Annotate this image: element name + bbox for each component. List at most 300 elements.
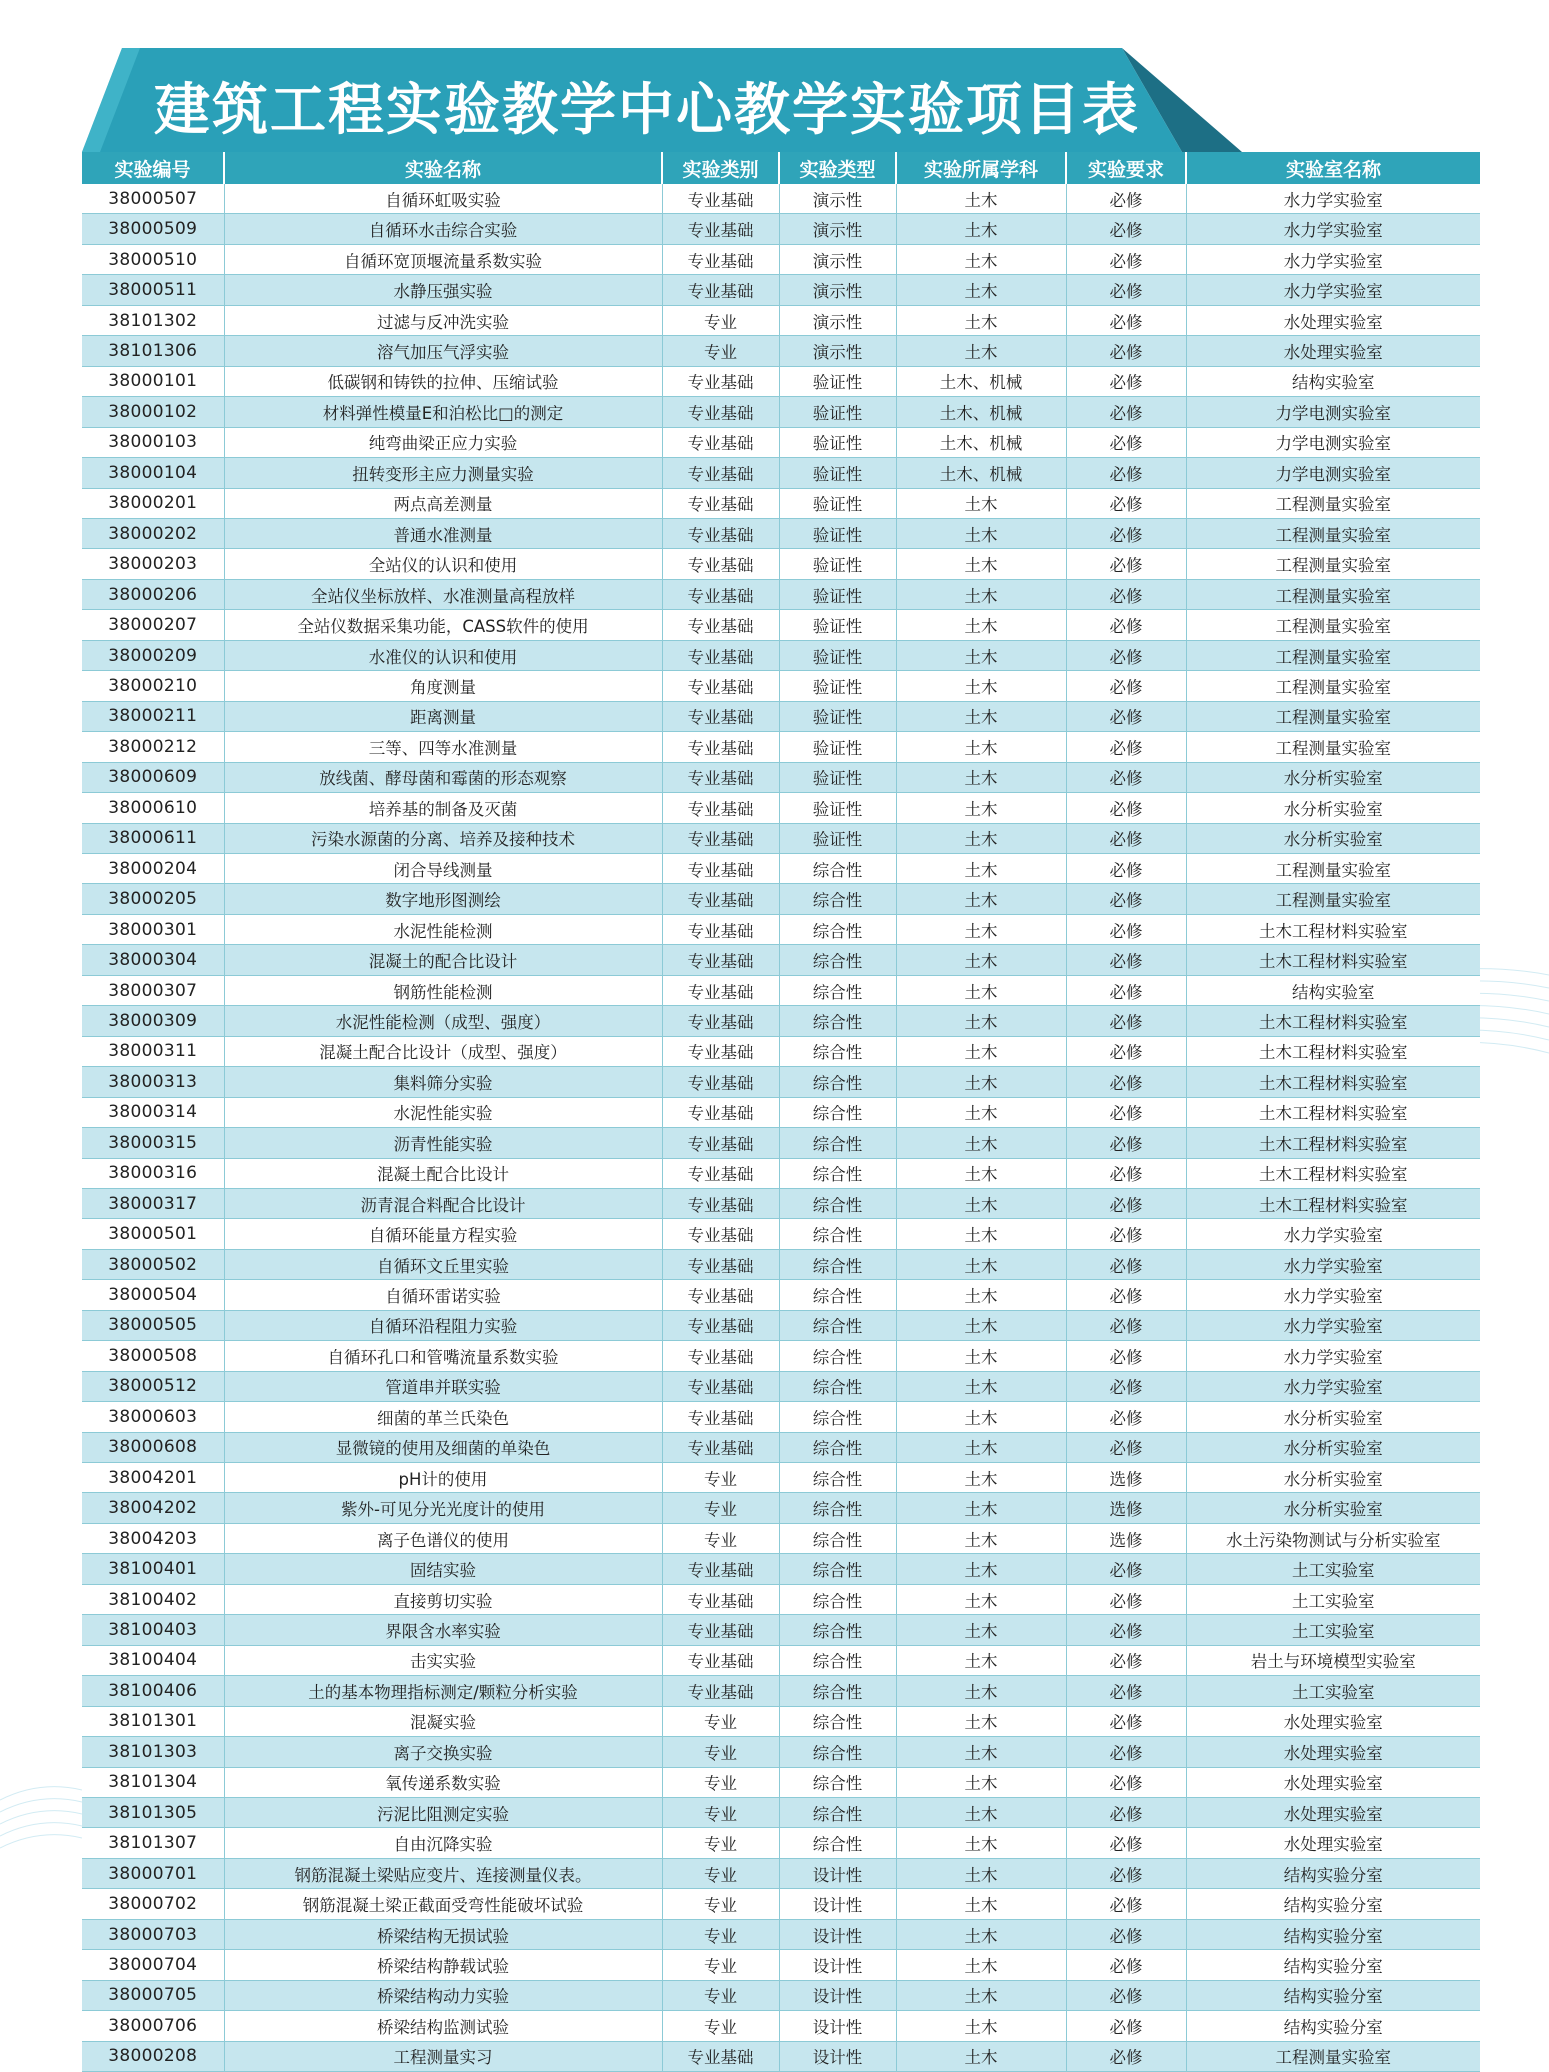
cell-type: 综合性 [779, 1158, 896, 1188]
cell-discipline: 土木 [896, 1980, 1066, 2010]
column-header-discipline: 实验所属学科 [896, 152, 1066, 184]
cell-type: 综合性 [779, 1706, 896, 1736]
cell-type: 综合性 [779, 1767, 896, 1797]
cell-discipline: 土木 [896, 1615, 1066, 1645]
cell-requirement: 必修 [1066, 427, 1186, 457]
cell-experiment-name: 混凝土的配合比设计 [224, 945, 662, 975]
cell-category: 专业基础 [662, 701, 779, 731]
cell-lab-name: 岩土与环境模型实验室 [1186, 1645, 1480, 1675]
cell-experiment-name: 自循环孔口和管嘴流量系数实验 [224, 1341, 662, 1371]
cell-category: 专业 [662, 1858, 779, 1888]
cell-category: 专业基础 [662, 762, 779, 792]
table-header-row [82, 152, 1480, 184]
cell-requirement: 必修 [1066, 579, 1186, 609]
cell-requirement: 必修 [1066, 1584, 1186, 1614]
cell-experiment-id: 38000705 [82, 1980, 224, 2010]
cell-experiment-id: 38000703 [82, 1919, 224, 1949]
cell-type: 综合性 [779, 884, 896, 914]
cell-experiment-name: 两点高差测量 [224, 488, 662, 518]
cell-discipline: 土木 [896, 671, 1066, 701]
table-row [82, 1828, 1480, 1858]
cell-experiment-name: 污泥比阻测定实验 [224, 1798, 662, 1828]
table-row [82, 1371, 1480, 1401]
cell-experiment-id: 38000509 [82, 214, 224, 244]
table-row [82, 884, 1480, 914]
table-row [82, 793, 1480, 823]
cell-type: 综合性 [779, 1280, 896, 1310]
table-row [82, 762, 1480, 792]
cell-experiment-id: 38000309 [82, 1006, 224, 1036]
table-row [82, 1402, 1480, 1432]
cell-category: 专业基础 [662, 1249, 779, 1279]
cell-type: 设计性 [779, 1980, 896, 2010]
cell-experiment-name: 材料弹性模量E和泊松比□的测定 [224, 397, 662, 427]
cell-category: 专业基础 [662, 2041, 779, 2071]
cell-discipline: 土木、机械 [896, 427, 1066, 457]
cell-lab-name: 水土污染物测试与分析实验室 [1186, 1523, 1480, 1553]
cell-experiment-name: 水泥性能实验 [224, 1097, 662, 1127]
table-row [82, 1919, 1480, 1949]
cell-experiment-id: 38000102 [82, 397, 224, 427]
cell-type: 演示性 [779, 214, 896, 244]
cell-experiment-id: 38000205 [82, 884, 224, 914]
cell-experiment-id: 38000202 [82, 518, 224, 548]
cell-lab-name: 工程测量实验室 [1186, 2041, 1480, 2071]
cell-requirement: 必修 [1066, 549, 1186, 579]
cell-category: 专业基础 [662, 1615, 779, 1645]
cell-experiment-name: 自由沉降实验 [224, 1828, 662, 1858]
cell-discipline: 土木 [896, 884, 1066, 914]
cell-category: 专业基础 [662, 975, 779, 1005]
experiment-table [82, 152, 1480, 2072]
cell-category: 专业基础 [662, 1371, 779, 1401]
cell-experiment-id: 38000314 [82, 1097, 224, 1127]
cell-experiment-name: 土的基本物理指标测定/颗粒分析实验 [224, 1676, 662, 1706]
cell-experiment-name: pH计的使用 [224, 1463, 662, 1493]
cell-discipline: 土木 [896, 1584, 1066, 1614]
cell-lab-name: 结构实验室 [1186, 975, 1480, 1005]
cell-type: 验证性 [779, 488, 896, 518]
cell-experiment-name: 水泥性能检测（成型、强度） [224, 1006, 662, 1036]
cell-category: 专业基础 [662, 1341, 779, 1371]
table-row [82, 853, 1480, 883]
table-row [82, 336, 1480, 366]
cell-requirement: 必修 [1066, 1706, 1186, 1736]
cell-experiment-id: 38000315 [82, 1128, 224, 1158]
cell-discipline: 土木 [896, 1310, 1066, 1340]
cell-requirement: 选修 [1066, 1523, 1186, 1553]
cell-type: 综合性 [779, 1737, 896, 1767]
cell-category: 专业基础 [662, 397, 779, 427]
cell-experiment-id: 38000317 [82, 1188, 224, 1218]
table-row [82, 732, 1480, 762]
cell-lab-name: 水处理实验室 [1186, 1737, 1480, 1767]
cell-experiment-name: 普通水准测量 [224, 518, 662, 548]
cell-discipline: 土木 [896, 640, 1066, 670]
cell-experiment-name: 自循环能量方程实验 [224, 1219, 662, 1249]
cell-requirement: 必修 [1066, 1219, 1186, 1249]
cell-type: 验证性 [779, 640, 896, 670]
cell-type: 综合性 [779, 1067, 896, 1097]
cell-experiment-id: 38004201 [82, 1463, 224, 1493]
cell-type: 综合性 [779, 1584, 896, 1614]
cell-requirement: 必修 [1066, 1310, 1186, 1340]
cell-experiment-id: 38000204 [82, 853, 224, 883]
cell-discipline: 土木 [896, 1737, 1066, 1767]
cell-discipline: 土木 [896, 1128, 1066, 1158]
cell-type: 验证性 [779, 458, 896, 488]
cell-category: 专业基础 [662, 1554, 779, 1584]
cell-type: 演示性 [779, 305, 896, 335]
cell-category: 专业 [662, 1463, 779, 1493]
cell-type: 综合性 [779, 1463, 896, 1493]
cell-discipline: 土木、机械 [896, 458, 1066, 488]
cell-category: 专业 [662, 305, 779, 335]
cell-experiment-id: 38000510 [82, 244, 224, 274]
cell-requirement: 必修 [1066, 1950, 1186, 1980]
cell-experiment-name: 溶气加压气浮实验 [224, 336, 662, 366]
cell-experiment-name: 自循环沿程阻力实验 [224, 1310, 662, 1340]
cell-experiment-name: 低碳钢和铸铁的拉伸、压缩试验 [224, 366, 662, 396]
cell-lab-name: 工程测量实验室 [1186, 853, 1480, 883]
table-row [82, 610, 1480, 640]
cell-lab-name: 水分析实验室 [1186, 823, 1480, 853]
cell-discipline: 土木 [896, 1889, 1066, 1919]
cell-discipline: 土木 [896, 1371, 1066, 1401]
cell-experiment-id: 38000104 [82, 458, 224, 488]
cell-requirement: 必修 [1066, 1858, 1186, 1888]
cell-type: 综合性 [779, 853, 896, 883]
cell-category: 专业基础 [662, 427, 779, 457]
cell-category: 专业 [662, 1889, 779, 1919]
table-row [82, 549, 1480, 579]
cell-requirement: 必修 [1066, 1767, 1186, 1797]
cell-discipline: 土木 [896, 488, 1066, 518]
cell-experiment-id: 38100401 [82, 1554, 224, 1584]
cell-experiment-id: 38000212 [82, 732, 224, 762]
cell-type: 验证性 [779, 701, 896, 731]
cell-experiment-id: 38000103 [82, 427, 224, 457]
cell-discipline: 土木 [896, 275, 1066, 305]
cell-experiment-name: 自循环雷诺实验 [224, 1280, 662, 1310]
cell-experiment-name: 显微镜的使用及细菌的单染色 [224, 1432, 662, 1462]
table-row [82, 1219, 1480, 1249]
table-row [82, 1006, 1480, 1036]
cell-category: 专业 [662, 1950, 779, 1980]
cell-category: 专业基础 [662, 853, 779, 883]
cell-category: 专业 [662, 1737, 779, 1767]
table-row [82, 1676, 1480, 1706]
cell-experiment-id: 38000512 [82, 1371, 224, 1401]
cell-requirement: 必修 [1066, 1980, 1186, 2010]
cell-experiment-id: 38000608 [82, 1432, 224, 1462]
cell-discipline: 土木 [896, 1463, 1066, 1493]
cell-experiment-name: 污染水源菌的分离、培养及接种技术 [224, 823, 662, 853]
cell-discipline: 土木 [896, 1798, 1066, 1828]
cell-requirement: 必修 [1066, 914, 1186, 944]
cell-discipline: 土木 [896, 2011, 1066, 2041]
cell-requirement: 必修 [1066, 1889, 1186, 1919]
cell-experiment-name: 自循环文丘里实验 [224, 1249, 662, 1279]
cell-type: 验证性 [779, 793, 896, 823]
cell-type: 综合性 [779, 1798, 896, 1828]
cell-type: 验证性 [779, 762, 896, 792]
title-banner [82, 48, 1242, 152]
cell-category: 专业基础 [662, 671, 779, 701]
cell-experiment-name: 全站仪的认识和使用 [224, 549, 662, 579]
cell-type: 综合性 [779, 1036, 896, 1066]
cell-experiment-name: 桥梁结构静载试验 [224, 1950, 662, 1980]
cell-discipline: 土木 [896, 1767, 1066, 1797]
table-row [82, 671, 1480, 701]
cell-experiment-name: 桥梁结构监测试验 [224, 2011, 662, 2041]
table-row [82, 244, 1480, 274]
cell-requirement: 必修 [1066, 1798, 1186, 1828]
cell-category: 专业基础 [662, 793, 779, 823]
table-row [82, 1706, 1480, 1736]
cell-discipline: 土木 [896, 1858, 1066, 1888]
cell-type: 综合性 [779, 1432, 896, 1462]
cell-experiment-id: 38000209 [82, 640, 224, 670]
table-row [82, 366, 1480, 396]
cell-category: 专业基础 [662, 549, 779, 579]
cell-requirement: 必修 [1066, 518, 1186, 548]
cell-category: 专业基础 [662, 1067, 779, 1097]
cell-discipline: 土木 [896, 975, 1066, 1005]
cell-discipline: 土木 [896, 1432, 1066, 1462]
cell-type: 综合性 [779, 914, 896, 944]
cell-experiment-name: 角度测量 [224, 671, 662, 701]
cell-lab-name: 水分析实验室 [1186, 1493, 1480, 1523]
cell-requirement: 必修 [1066, 1280, 1186, 1310]
cell-experiment-name: 培养基的制备及灭菌 [224, 793, 662, 823]
cell-requirement: 必修 [1066, 1554, 1186, 1584]
cell-experiment-id: 38000203 [82, 549, 224, 579]
table-row [82, 1645, 1480, 1675]
cell-type: 综合性 [779, 1006, 896, 1036]
table-row [82, 275, 1480, 305]
cell-type: 设计性 [779, 2041, 896, 2071]
cell-lab-name: 土木工程材料实验室 [1186, 1097, 1480, 1127]
cell-category: 专业基础 [662, 914, 779, 944]
cell-experiment-id: 38101303 [82, 1737, 224, 1767]
cell-requirement: 必修 [1066, 1128, 1186, 1158]
cell-experiment-id: 38000610 [82, 793, 224, 823]
cell-category: 专业基础 [662, 884, 779, 914]
table-row [82, 1097, 1480, 1127]
cell-experiment-id: 38000207 [82, 610, 224, 640]
table-row [82, 458, 1480, 488]
cell-experiment-id: 38000101 [82, 366, 224, 396]
cell-discipline: 土木 [896, 549, 1066, 579]
cell-type: 设计性 [779, 1919, 896, 1949]
cell-experiment-name: 混凝土配合比设计（成型、强度） [224, 1036, 662, 1066]
cell-requirement: 必修 [1066, 1402, 1186, 1432]
table-row [82, 1858, 1480, 1888]
cell-category: 专业 [662, 1828, 779, 1858]
cell-experiment-name: 混凝实验 [224, 1706, 662, 1736]
cell-requirement: 必修 [1066, 884, 1186, 914]
cell-experiment-name: 氧传递系数实验 [224, 1767, 662, 1797]
cell-type: 综合性 [779, 1341, 896, 1371]
table-row [82, 1554, 1480, 1584]
table-row [82, 1615, 1480, 1645]
cell-experiment-name: 全站仪坐标放样、水准测量高程放样 [224, 579, 662, 609]
cell-requirement: 必修 [1066, 1097, 1186, 1127]
cell-requirement: 选修 [1066, 1493, 1186, 1523]
cell-category: 专业基础 [662, 1310, 779, 1340]
cell-discipline: 土木 [896, 2041, 1066, 2071]
cell-requirement: 必修 [1066, 305, 1186, 335]
cell-category: 专业基础 [662, 945, 779, 975]
cell-requirement: 必修 [1066, 853, 1186, 883]
cell-discipline: 土木 [896, 1919, 1066, 1949]
table-row [82, 1341, 1480, 1371]
cell-experiment-name: 工程测量实习 [224, 2041, 662, 2071]
cell-experiment-id: 38101301 [82, 1706, 224, 1736]
table-row [82, 305, 1480, 335]
cell-type: 综合性 [779, 1554, 896, 1584]
cell-lab-name: 土工实验室 [1186, 1584, 1480, 1614]
cell-experiment-id: 38101306 [82, 336, 224, 366]
cell-category: 专业基础 [662, 366, 779, 396]
cell-category: 专业基础 [662, 1188, 779, 1218]
cell-category: 专业 [662, 1767, 779, 1797]
cell-type: 演示性 [779, 275, 896, 305]
cell-lab-name: 工程测量实验室 [1186, 518, 1480, 548]
cell-category: 专业 [662, 1493, 779, 1523]
cell-lab-name: 力学电测实验室 [1186, 427, 1480, 457]
cell-discipline: 土木 [896, 793, 1066, 823]
cell-type: 综合性 [779, 975, 896, 1005]
cell-category: 专业基础 [662, 1158, 779, 1188]
cell-discipline: 土木、机械 [896, 397, 1066, 427]
table-row [82, 1737, 1480, 1767]
cell-lab-name: 结构实验分室 [1186, 1919, 1480, 1949]
cell-lab-name: 水处理实验室 [1186, 1767, 1480, 1797]
cell-requirement: 必修 [1066, 1432, 1186, 1462]
cell-experiment-id: 38000511 [82, 275, 224, 305]
cell-discipline: 土木 [896, 1280, 1066, 1310]
cell-lab-name: 水处理实验室 [1186, 1798, 1480, 1828]
cell-requirement: 必修 [1066, 610, 1186, 640]
cell-category: 专业基础 [662, 1584, 779, 1614]
cell-requirement: 必修 [1066, 975, 1186, 1005]
cell-experiment-name: 钢筋混凝土梁正截面受弯性能破坏试验 [224, 1889, 662, 1919]
table-row [82, 1036, 1480, 1066]
cell-experiment-name: 紫外-可见分光光度计的使用 [224, 1493, 662, 1523]
cell-experiment-name: 三等、四等水准测量 [224, 732, 662, 762]
cell-discipline: 土木 [896, 244, 1066, 274]
table-row [82, 823, 1480, 853]
cell-experiment-id: 38000311 [82, 1036, 224, 1066]
cell-lab-name: 水力学实验室 [1186, 1219, 1480, 1249]
cell-type: 演示性 [779, 336, 896, 366]
cell-experiment-id: 38000313 [82, 1067, 224, 1097]
cell-discipline: 土木 [896, 1036, 1066, 1066]
column-header-requirement: 实验要求 [1066, 152, 1186, 184]
cell-experiment-id: 38000505 [82, 1310, 224, 1340]
cell-experiment-id: 38100402 [82, 1584, 224, 1614]
cell-lab-name: 结构实验分室 [1186, 2011, 1480, 2041]
cell-requirement: 必修 [1066, 2041, 1186, 2071]
cell-experiment-id: 38000206 [82, 579, 224, 609]
table-row [82, 488, 1480, 518]
table-row [82, 914, 1480, 944]
cell-experiment-id: 38000603 [82, 1402, 224, 1432]
cell-category: 专业基础 [662, 275, 779, 305]
cell-type: 演示性 [779, 184, 896, 214]
cell-experiment-id: 38000502 [82, 1249, 224, 1279]
table-row [82, 1584, 1480, 1614]
cell-discipline: 土木 [896, 1341, 1066, 1371]
cell-category: 专业基础 [662, 1006, 779, 1036]
cell-lab-name: 工程测量实验室 [1186, 610, 1480, 640]
cell-type: 设计性 [779, 2011, 896, 2041]
cell-experiment-id: 38101307 [82, 1828, 224, 1858]
cell-requirement: 必修 [1066, 1188, 1186, 1218]
cell-category: 专业基础 [662, 1036, 779, 1066]
cell-lab-name: 结构实验分室 [1186, 1858, 1480, 1888]
cell-requirement: 必修 [1066, 823, 1186, 853]
cell-experiment-id: 38000704 [82, 1950, 224, 1980]
column-header-category: 实验类别 [662, 152, 779, 184]
table-row [82, 397, 1480, 427]
experiment-table-container [82, 152, 1480, 2072]
cell-lab-name: 土木工程材料实验室 [1186, 914, 1480, 944]
cell-experiment-id: 38000210 [82, 671, 224, 701]
cell-discipline: 土木 [896, 701, 1066, 731]
cell-requirement: 必修 [1066, 671, 1186, 701]
cell-lab-name: 结构实验分室 [1186, 1980, 1480, 2010]
cell-experiment-name: 管道串并联实验 [224, 1371, 662, 1401]
cell-requirement: 必修 [1066, 1249, 1186, 1279]
table-body [82, 184, 1480, 2072]
cell-experiment-id: 38000706 [82, 2011, 224, 2041]
cell-lab-name: 力学电测实验室 [1186, 458, 1480, 488]
cell-experiment-id: 38000208 [82, 2041, 224, 2071]
cell-lab-name: 工程测量实验室 [1186, 732, 1480, 762]
cell-discipline: 土木 [896, 1006, 1066, 1036]
cell-requirement: 必修 [1066, 244, 1186, 274]
cell-type: 综合性 [779, 1188, 896, 1218]
cell-experiment-id: 38101302 [82, 305, 224, 335]
cell-category: 专业基础 [662, 579, 779, 609]
table-row [82, 1950, 1480, 1980]
cell-lab-name: 土木工程材料实验室 [1186, 1067, 1480, 1097]
cell-lab-name: 水分析实验室 [1186, 762, 1480, 792]
cell-experiment-name: 水泥性能检测 [224, 914, 662, 944]
cell-experiment-name: 全站仪数据采集功能，CASS软件的使用 [224, 610, 662, 640]
cell-experiment-name: 纯弯曲梁正应力实验 [224, 427, 662, 457]
cell-discipline: 土木 [896, 1097, 1066, 1127]
cell-discipline: 土木 [896, 1493, 1066, 1523]
cell-type: 验证性 [779, 671, 896, 701]
cell-type: 综合性 [779, 1219, 896, 1249]
table-row [82, 579, 1480, 609]
cell-requirement: 必修 [1066, 275, 1186, 305]
cell-lab-name: 结构实验分室 [1186, 1950, 1480, 1980]
cell-discipline: 土木 [896, 336, 1066, 366]
table-row [82, 1188, 1480, 1218]
cell-type: 验证性 [779, 579, 896, 609]
cell-requirement: 必修 [1066, 1036, 1186, 1066]
table-row [82, 1523, 1480, 1553]
cell-requirement: 必修 [1066, 366, 1186, 396]
cell-experiment-id: 38000307 [82, 975, 224, 1005]
cell-experiment-id: 38000316 [82, 1158, 224, 1188]
cell-lab-name: 水分析实验室 [1186, 1432, 1480, 1462]
